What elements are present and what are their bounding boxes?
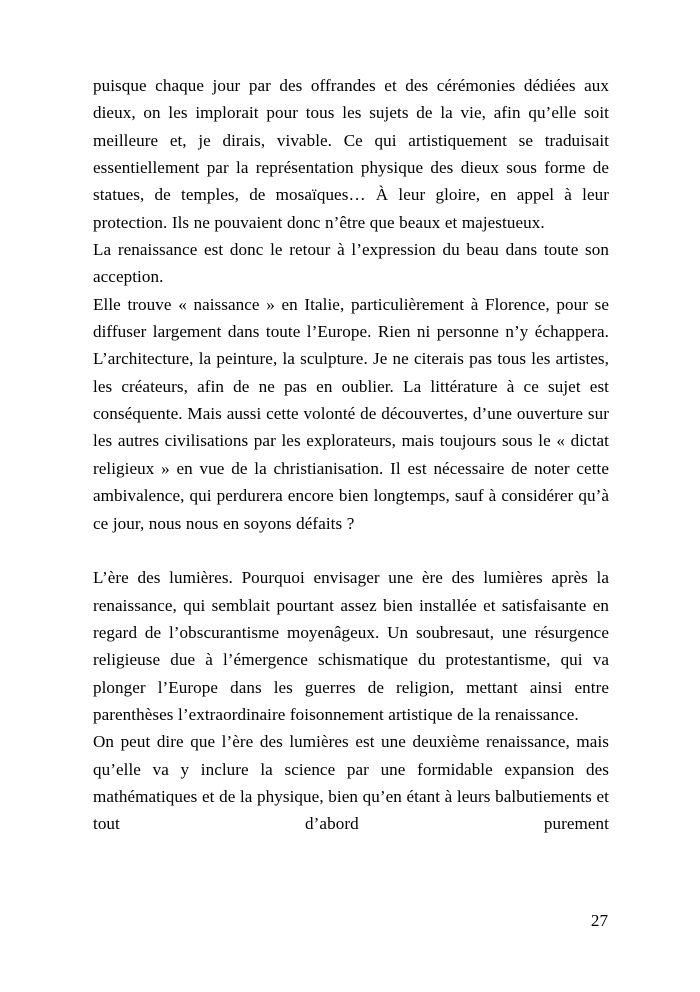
paragraph: Elle trouve « naissance » en Italie, particulièrement à Florence, pour se diffuser largement dans toute l’Europe. Rien ni personne n’y échappera. L’architecture, la peinture, la sculpture. Je ne citerais pas tous les artistes, les créateurs, afin de ne pas en oublier. La littérature à ce sujet est conséquente. Mais aussi cette volonté de découvertes, d’une ouverture sur les autres civilisations par les explorateurs, mais toujours sous le « dictat religieux » en vue de la christianisation. Il est nécessaire de noter cette ambivalence, qui perdurera encore bien longtemps, sauf à considérer qu’à ce jour, nous nous en soyons défaits ?: [93, 294, 609, 533]
paragraph: On peut dire que l’ère des lumières est une deuxième renaissance, mais qu’elle va y inclure la science par une formidable expansion des mathématiques et de la physique, bien qu’en étant à leurs balbutiements et tout d’abord purement: [93, 732, 609, 834]
paragraph-block-2: [93, 564, 609, 865]
paragraph-block-1: [93, 72, 609, 537]
paragraph: puisque chaque jour par des offrandes et des cérémonies dédiées aux dieux, on les implorait pour tous les sujets de la vie, afin qu’elle soit meilleure et, je dirais, vivable. Ce qui artistiquement se traduisait essentiellement par la représentation physique des dieux sous forme de statues, de temples, de mosaïques… À leur gloire, en appel à leur protection. Ils ne pouvaient donc n’être que beaux et majestueux.: [93, 76, 609, 232]
page-number: 27: [590, 911, 608, 930]
paragraph-spacer: [93, 537, 609, 564]
paragraph: L’ère des lumières. Pourquoi envisager une ère des lumières après la renaissance, qui semblait pourtant assez bien installée et satisfaisante en regard de l’obscurantisme moyenâgeux. Un soubresaut, une résurgence religieuse due à l’émergence schismatique du protestantisme, qui va plonger l’Europe dans les guerres de religion, mettant ainsi entre parenthèses l’extraordinaire foisonnement artistique de la renaissance.: [93, 568, 609, 724]
body-text: [93, 72, 609, 865]
paragraph: La renaissance est donc le retour à l’expression du beau dans toute son acception.: [93, 240, 609, 287]
